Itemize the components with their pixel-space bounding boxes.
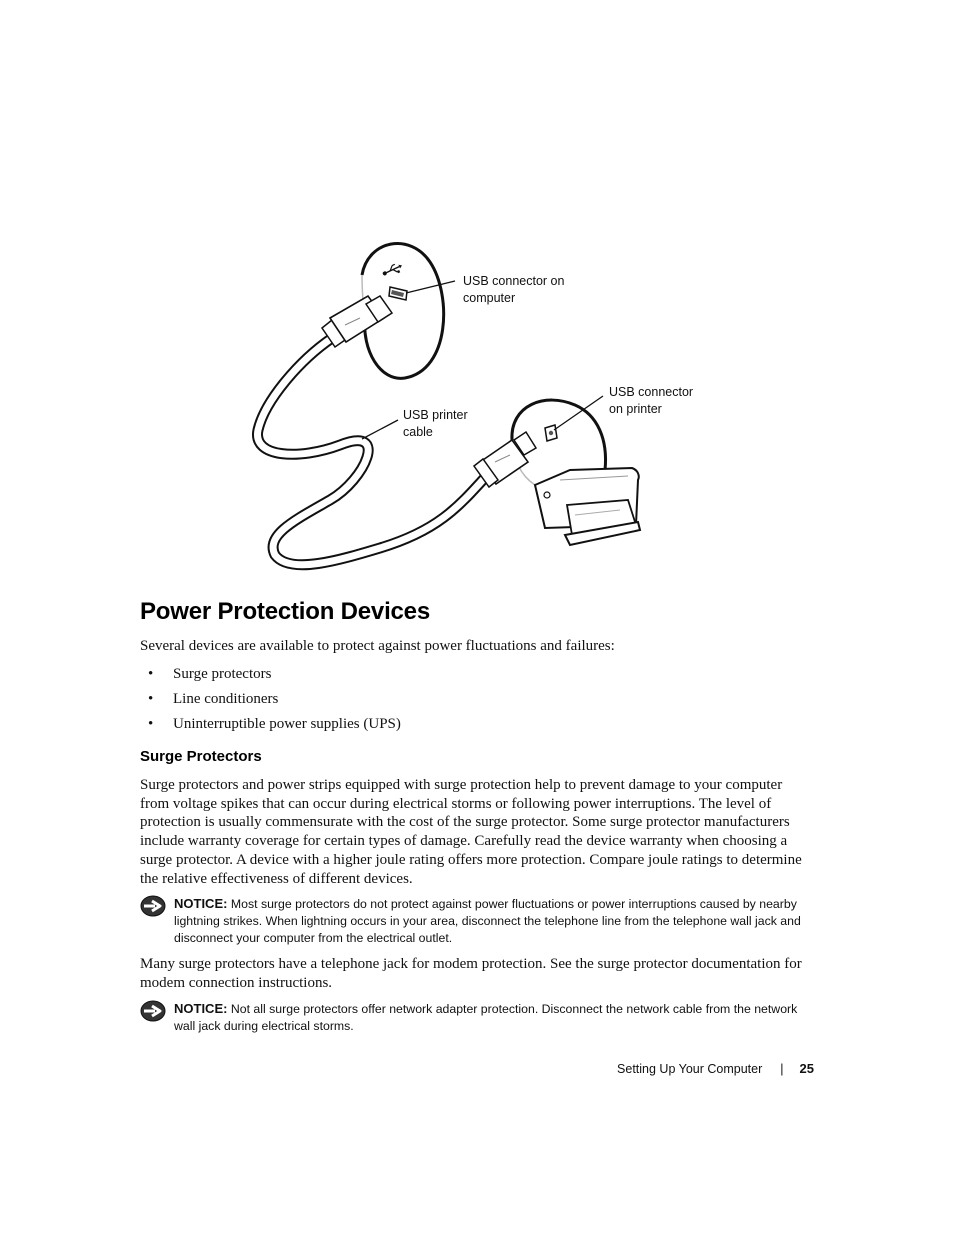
callout-usb-printer-cable: USB printer cable (403, 408, 468, 439)
device-bullet-list (140, 662, 401, 737)
notice-icon (140, 895, 168, 917)
bullet-icon: • (148, 666, 154, 682)
section-heading: Surge Protectors (140, 748, 262, 765)
usb-symbol-icon (381, 262, 404, 279)
usb-a-plug (322, 296, 392, 347)
callout-usb-connector-on-printer: USB connector on printer (609, 385, 694, 416)
list-item (140, 712, 401, 737)
notice-icon (140, 1000, 168, 1022)
printer-usb-port (545, 425, 557, 441)
notice-text (174, 1000, 814, 1035)
surge-protector-paragraph: Surge protectors and power strips equipped with surge protection help to prevent damage to your computer from voltage spikes that can occur during electrical storms or following power interruptions. The level of protection is usually commensurate with the cost of the surge protector. Some surge protector manufacturers include warranty coverage for certain types of damage. Carefully read the device warranty when choosing a surge protector. A device with a higher joule rating offers more protection. Compare joule ratings to determine the relative effectiveness of different devices. (140, 777, 802, 887)
usb-printer-connection-illustration (0, 0, 954, 600)
bullet-icon: • (148, 716, 154, 732)
list-item (140, 687, 401, 712)
list-item-text: Line conditioners (173, 691, 279, 707)
page-number: 25 (799, 1061, 814, 1076)
printer-illustration (535, 468, 640, 545)
footer-section-title: Setting Up Your Computer (617, 1061, 763, 1076)
page-footer (617, 1061, 814, 1076)
notice-body: Not all surge protectors offer network adapter protection. Disconnect the network cable from the network wall jack during electrical storms. (174, 1002, 798, 1033)
bullet-icon: • (148, 691, 154, 707)
footer-separator: | (780, 1061, 784, 1076)
notice-body: Most surge protectors do not protect against power fluctuations or power interruptions caused by nearby lightning strikes. When lightning occurs in your area, disconnect the telephone line from the telephone wall jack and disconnect your computer from the electrical outlet. (174, 897, 801, 945)
notice-block (140, 1000, 814, 1035)
notice-label: NOTICE: (174, 1001, 228, 1016)
list-item-text: Uninterruptible power supplies (UPS) (173, 716, 401, 732)
telephone-jack-paragraph: Many surge protectors have a telephone jack for modem protection. See the surge protector documentation for modem connection instructions. (140, 956, 802, 991)
notice-text (174, 895, 814, 947)
notice-label: NOTICE: (174, 896, 228, 911)
list-item (140, 662, 401, 687)
page-title: Power Protection Devices (140, 598, 430, 625)
computer-usb-port (389, 287, 407, 300)
list-item-text: Surge protectors (173, 666, 272, 682)
usb-printer-cable (257, 338, 490, 565)
intro-paragraph: Several devices are available to protect against power fluctuations and failures: (140, 638, 615, 654)
callout-usb-connector-on-computer: USB connector on computer (463, 274, 565, 305)
notice-block (140, 895, 814, 947)
